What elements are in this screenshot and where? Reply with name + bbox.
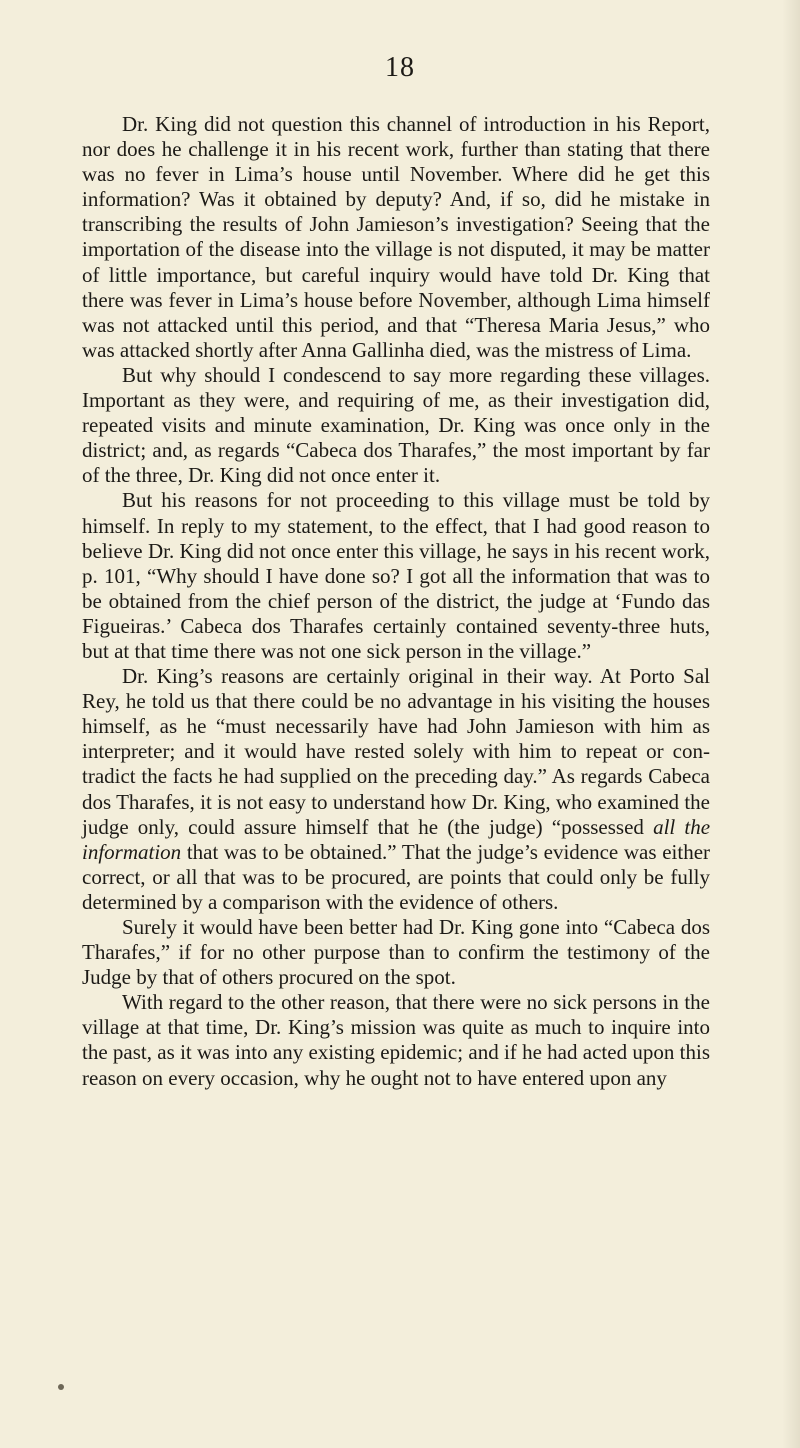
body-text — [82, 112, 710, 1091]
paragraph-3: But his reasons for not proceeding to this village must be told by himself. In reply to my statement, to the effect, that I had good reason to believe Dr. King did not once enter this village, he says in his recent work, p. 101, “Why should I have done so? I got all the information that was to be obtained from the chief person of the district, the judge at ‘Fundo das Figueiras.’ Cabeca dos Tharafes certainly contained seventy-three huts, but at that time there was not one sick person in the village.” — [82, 488, 710, 663]
paragraph-6: With regard to the other reason, that there were no sick persons in the village at that time, Dr. King’s mission was quite as much to inquire into the past, as it was into any existing epidemic; and if he had acted upon this reason on every occasion, why he ought not to have entered upon any — [82, 990, 710, 1090]
paragraph-4-text: Dr. King’s reasons are certainly original in their way. At Porto Sal Rey, he told us that there could be no advantage in his visiting the houses himself, as he “must necessarily have had John Jamieson with him as interpreter; and it would have rested solely with him to repeat or contradict the facts he had supplied on the preceding day.” As regards Cabeca dos Tharafes, it is not easy to understand how Dr. King, who examined the judge only, could assure himself that he (the judge) “possessed — [82, 664, 710, 839]
paragraph-4 — [82, 664, 710, 915]
paragraph-2: But why should I condescend to say more regarding these villages. Important as they were, and requiring of me, as their investigation did, repeated visits and minute examination, Dr. King was once only in the district; and, as regards “Cabeca dos Tharafes,” the most important by far of the three, Dr. King did not once enter it. — [82, 362, 710, 488]
page-number: 18 — [385, 52, 415, 83]
margin-dot — [58, 1384, 64, 1390]
paragraph-4-text-after: that was to be obtained.” That the judge’s evidence was either correct, or all that was to be procured, are points that could only be fully determined by a comparison with the evidence of others. — [82, 839, 711, 914]
paragraph-5: Surely it would have been better had Dr. King gone into “Cabeca dos Tharafes,” if for no other purpose than to confirm the testimony of the Judge by that of others procured on the spot. — [82, 915, 710, 990]
page-edge-shadow — [782, 0, 800, 1448]
paragraph-1: Dr. King did not question this channel of introduction in his Report, nor does he challenge it in his recent work, further than stating that there was no fever in Lima’s house until November. Where did he get this information? Was it obtained by deputy? And, if so, did he mistake in transcribing the results of John Jamieson’s investigation? Seeing that the importation of the disease into the village is not disputed, it may be matter of little importance, but careful inquiry would have told Dr. King that there was fever in Lima’s house before November, although Lima himself was not attacked until this period, and that “Theresa Maria Jesus,” who was attacked shortly after Anna Gallinha died, was the mistress of Lima. — [82, 112, 710, 362]
paragraph-4-emphasis: all the information — [82, 814, 711, 864]
